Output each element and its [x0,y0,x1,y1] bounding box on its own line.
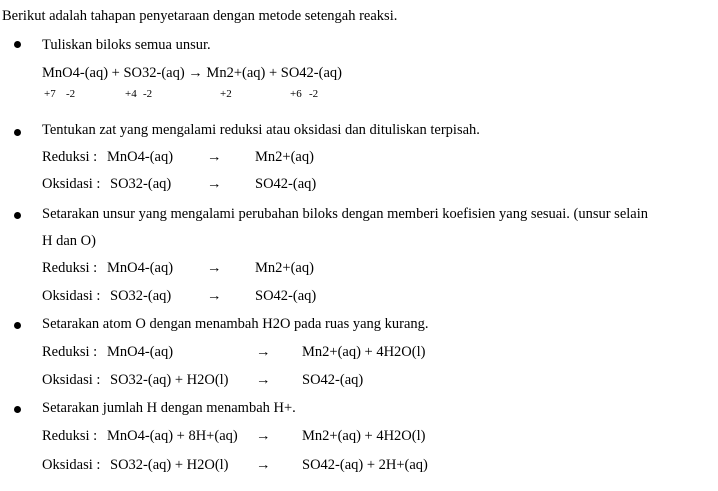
bullet-icon [14,129,21,136]
reduksi-right: Mn2+(aq) + 4H2O(l) [302,428,426,444]
bullet-icon [14,406,21,413]
step-1-equation: MnO4-(aq) + SO32-(aq) → Mn2+(aq) + SO42-(aq) [42,65,342,81]
reduksi-right: Mn2+(aq) [255,260,314,276]
oksidasi-arrow: → [256,457,271,473]
reduksi-right: Mn2+(aq) [255,149,314,165]
reduksi-right: Mn2+(aq) + 4H2O(l) [302,344,426,360]
oksidasi-left: SO32-(aq) + H2O(l) [110,457,229,473]
ox-state: +6 [290,88,302,100]
reduksi-left: MnO4-(aq) [107,149,174,165]
reduksi-arrow: → [256,428,271,444]
step-1-text: Tuliskan biloks semua unsur. [42,37,211,53]
ox-state: -2 [143,88,153,100]
oksidasi-label: Oksidasi : [42,288,101,304]
reduksi-label: Reduksi : [42,428,98,444]
ox-state: -2 [66,88,76,100]
ox-state: +4 [125,88,137,100]
oksidasi-right: SO42-(aq) [255,176,317,192]
reduksi-left: MnO4-(aq) + 8H+(aq) [107,428,238,444]
step-3-text-cont: H dan O) [42,233,96,249]
ox-state: -2 [309,88,319,100]
bullet-icon [14,212,21,219]
oksidasi-label: Oksidasi : [42,372,101,388]
oksidasi-right: SO42-(aq) [255,288,317,304]
oksidasi-arrow: → [256,372,271,388]
oksidasi-right: SO42-(aq) + 2H+(aq) [302,457,428,473]
bullet-icon [14,322,21,329]
step-5-text: Setarakan jumlah H dengan menambah H+. [42,400,296,416]
intro-text: Berikut adalah tahapan penyetaraan dengan metode setengah reaksi. [2,8,398,24]
oksidasi-left: SO32-(aq) + H2O(l) [110,372,229,388]
step-4-text: Setarakan atom O dengan menambah H2O pada ruas yang kurang. [42,316,429,332]
reduksi-label: Reduksi : [42,260,98,276]
bullet-icon [14,41,21,48]
reduksi-left: MnO4-(aq) [107,260,174,276]
ox-state: +2 [220,88,232,100]
reduksi-label: Reduksi : [42,149,98,165]
oksidasi-label: Oksidasi : [42,176,101,192]
step-2-text: Tentukan zat yang mengalami reduksi atau oksidasi dan dituliskan terpisah. [42,122,480,138]
oksidasi-arrow: → [207,288,222,304]
oksidasi-left: SO32-(aq) [110,176,172,192]
step-3-text: Setarakan unsur yang mengalami perubahan biloks dengan memberi koefisien yang sesuai. (unsur selain [42,206,649,222]
reduksi-label: Reduksi : [42,344,98,360]
reduksi-arrow: → [256,344,271,360]
oksidasi-label: Oksidasi : [42,457,101,473]
reduksi-left: MnO4-(aq) [107,344,174,360]
reduksi-arrow: → [207,149,222,165]
reduksi-arrow: → [207,260,222,276]
ox-state: +7 [44,88,56,100]
oksidasi-left: SO32-(aq) [110,288,172,304]
oksidasi-right: SO42-(aq) [302,372,364,388]
oksidasi-arrow: → [207,176,222,192]
